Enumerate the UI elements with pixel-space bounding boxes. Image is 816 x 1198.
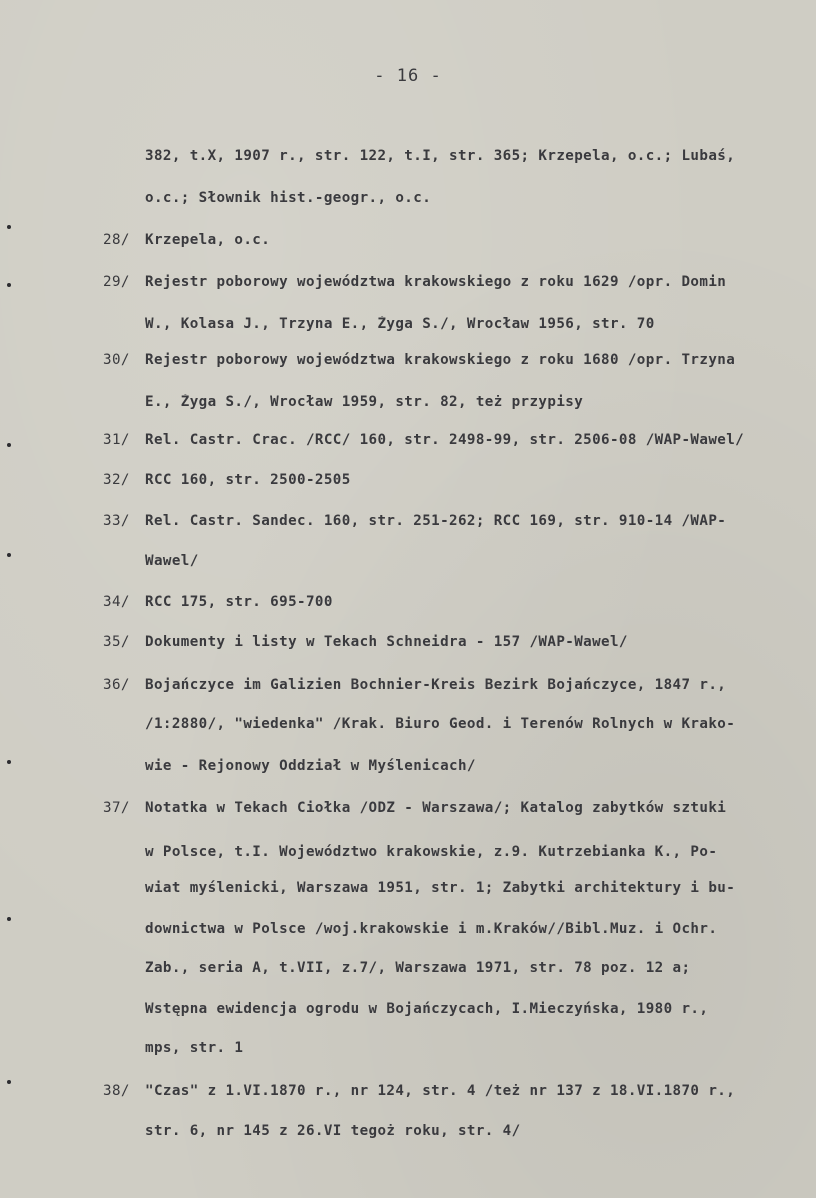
footnote-number: 33/ — [103, 513, 130, 529]
footnote-text: Dokumenty i listy w Tekach Schneidra - 157 /WAP-Wawel/ — [145, 634, 628, 650]
footnote-text: 382, t.X, 1907 r., str. 122, t.I, str. 365; Krzepela, o.c.; Lubaś, — [145, 148, 736, 164]
footnote-line — [103, 800, 726, 816]
footnote-text: "Czas" z 1.VI.1870 r., nr 124, str. 4 /też nr 137 z 18.VI.1870 r., — [145, 1083, 736, 1099]
footnote-continuation-line — [145, 148, 735, 164]
footnote-continuation-line — [145, 716, 735, 732]
punch-hole-mark — [7, 283, 11, 287]
footnote-text: Krzepela, o.c. — [145, 232, 271, 248]
footnote-line — [103, 513, 726, 529]
footnote-number: 36/ — [103, 677, 130, 693]
footnote-line — [103, 634, 628, 650]
footnote-continuation-line — [145, 394, 583, 410]
footnote-text: Wstępna ewidencja ogrodu w Bojańczycach, I.Mieczyńska, 1980 r., — [145, 1001, 709, 1017]
footnote-text: wiat myślenicki, Warszawa 1951, str. 1; Zabytki architektury i bu- — [145, 880, 736, 896]
footnote-line — [103, 352, 735, 368]
punch-hole-mark — [7, 1080, 11, 1084]
footnote-text: Wawel/ — [145, 553, 199, 569]
footnote-text: o.c.; Słownik hist.-geogr., o.c. — [145, 190, 432, 206]
footnote-text: Notatka w Tekach Ciołka /ODZ - Warszawa/; Katalog zabytków sztuki — [145, 800, 727, 816]
footnote-line — [103, 594, 333, 610]
footnote-text: Bojańczyce im Galizien Bochnier-Kreis Bezirk Bojańczyce, 1847 r., — [145, 677, 727, 693]
footnote-continuation-line — [145, 960, 690, 976]
footnote-continuation-line — [145, 553, 199, 569]
footnote-text: Rel. Castr. Crac. /RCC/ 160, str. 2498-99, str. 2506-08 /WAP-Wawel/ — [145, 432, 745, 448]
footnote-continuation-line — [145, 844, 717, 860]
punch-hole-mark — [7, 443, 11, 447]
footnote-text: RCC 160, str. 2500-2505 — [145, 472, 351, 488]
footnote-text: Rejestr poborowy województwa krakowskiego z roku 1629 /opr. Domin — [145, 274, 727, 290]
footnote-text: Zab., seria A, t.VII, z.7/, Warszawa 1971, str. 78 poz. 12 a; — [145, 960, 691, 976]
footnote-continuation-line — [145, 758, 476, 774]
footnote-line — [103, 1083, 735, 1099]
footnote-text: Rel. Castr. Sandec. 160, str. 251-262; RCC 169, str. 910-14 /WAP- — [145, 513, 727, 529]
footnote-continuation-line — [145, 1123, 521, 1139]
footnote-number: 34/ — [103, 594, 130, 610]
footnote-line — [103, 274, 726, 290]
footnote-text: /1:2880/, "wiedenka" /Krak. Biuro Geod. i Terenów Rolnych w Krako- — [145, 716, 736, 732]
footnote-continuation-line — [145, 1001, 708, 1017]
footnote-line — [103, 472, 351, 488]
footnote-text: wie - Rejonowy Oddział w Myślenicach/ — [145, 758, 476, 774]
footnote-number: 37/ — [103, 800, 130, 816]
footnote-number: 38/ — [103, 1083, 130, 1099]
footnote-continuation-line — [145, 880, 735, 896]
footnote-continuation-line — [145, 316, 655, 332]
footnote-number: 28/ — [103, 232, 130, 248]
punch-hole-mark — [7, 225, 11, 229]
footnote-line — [103, 232, 270, 248]
footnote-number: 32/ — [103, 472, 130, 488]
footnote-text: Rejestr poborowy województwa krakowskiego z roku 1680 /opr. Trzyna — [145, 352, 736, 368]
footnote-line — [103, 432, 744, 448]
footnote-text: mps, str. 1 — [145, 1040, 244, 1056]
footnote-text: w Polsce, t.I. Województwo krakowskie, z.9. Kutrzebianka K., Po- — [145, 844, 718, 860]
punch-hole-mark — [7, 553, 11, 557]
footnote-number: 35/ — [103, 634, 130, 650]
punch-hole-mark — [7, 760, 11, 764]
punch-hole-mark — [7, 917, 11, 921]
footnote-continuation-line — [145, 190, 431, 206]
footnote-text: str. 6, nr 145 z 26.VI tegoż roku, str. 4/ — [145, 1123, 521, 1139]
footnote-number: 30/ — [103, 352, 130, 368]
footnote-text: E., Żyga S./, Wrocław 1959, str. 82, też przypisy — [145, 394, 584, 410]
footnote-text: downictwa w Polsce /woj.krakowskie i m.Kraków//Bibl.Muz. i Ochr. — [145, 921, 718, 937]
footnote-text: W., Kolasa J., Trzyna E., Żyga S./, Wrocław 1956, str. 70 — [145, 316, 655, 332]
footnote-text: RCC 175, str. 695-700 — [145, 594, 333, 610]
footnote-continuation-line — [145, 1040, 243, 1056]
footnote-line — [103, 677, 726, 693]
page-number: - 16 - — [374, 66, 442, 86]
footnote-number: 29/ — [103, 274, 130, 290]
footnote-continuation-line — [145, 921, 717, 937]
footnote-number: 31/ — [103, 432, 130, 448]
